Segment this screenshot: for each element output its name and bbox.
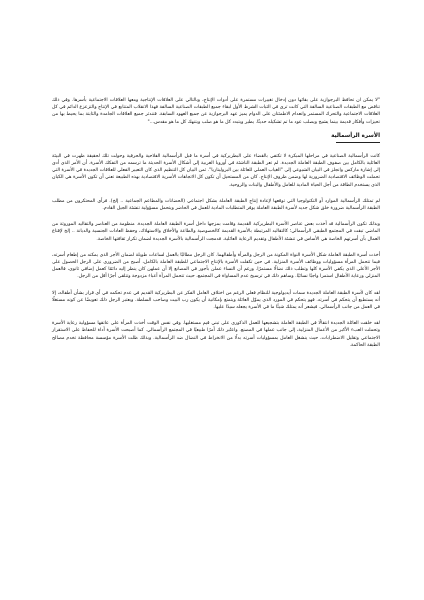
quote-paragraph: "لا يمكن ان تحافظ البرجوازية على بقائها دون إدخال تغييرات مستمرة على أدوات الإنتاج، وبالتالي على العلاقات الإنتاجية ومعها العلاقات الاجتماعية بأسرها. وفي ذلك تناقض مع الطبقات الصناعية السالفة التي كانت ترى في الثبات الشرط الأول لبقاء جميع الطبقات الصناعية السالفة فهذا الانقلاب المتتابع في الإنتاج والتزعزع الدائم في كل العلاقات الاجتماعية والتحرك المستمر وانعدام الاطمئنان على الدوام يميز عهد البرجوازية عن جميع العهود السابقة. فتندثر جميع العلاقات الجامدة والثابتة بما يحيط بها من تحيزات وأفكار قديمة بينما يشيخ ويصلب عود ما تم تشكيله حديثًا. يطير ويتبدد كل ما هو صلب ويتنهك كل ما هو مقدس..."	[52, 98, 380, 125]
body-paragraph-2: لم تمتلك الرأسمالية الموارد أو التكنولوجيا التي توقعها لإعادة إنتاج الطبقة العاملة بشكل اجتماعي (الحضانات والمطاعم الجماعية .. إلخ). فرأى المحتكرون من مطلب الطبقة الرأسمالية ضرورة خلق شكل جديد لأسرة الطبقة العاملة يوفر المتطلبات المادية للعمل في الحاضر ويتحمل مسؤولية تنشئة الجيل القادم.	[52, 198, 380, 212]
section-heading-text: الأسرة الرأسمالية	[331, 132, 380, 139]
body-paragraph-3: وبذلك تكون الرأسمالية قد أخذت بعض عناصر الأسرة البطريركية القديمة وقامت بمزجها داخل أسرة الطبقة العاملة الجديدة. منظومة من العناصر والتقاليد الموروثة من الماضي تبقت في المجتمع الطبقي الرأسمالي؛ كالتقاليد المرتبطة بالأسرة القديمة كالخصوصية والطاعة والأخلاق والاستهلاك، وحفظ العادات الجنسية والديانة .. إلخ لإقناع العمال بأن أسرتهم الخاصة هي الأساس في تنشئة الأطفال وتقديم الرعاية العائلية. فدمجت الرأسمالية بالأسرة الجديدة لضمان تكرار ثقافتها الخاصة.	[52, 222, 380, 242]
body-paragraph-4: أخذت أسرة الطبقة العاملة شكل الأسرة النواة المكونة من الرجل والمرأة وأطفالهما. كان الرجل مطالبًا بالعمل لساعات طويلة لضمان الأجر الذي يمكنه من إطعام أسرته، فيما تتحمل المرأة مسؤوليات ووظائف الأسرة المنزلية. في حين تكفلت الأسرة بالإنتاج الاجتماعي للطبقة العاملة بالكامل، أصبح من الضروري على الرجل الحصول على الأجر الأعلى الذي يكفي الأسرة كلها وتطلب ذلك نضالًا مستمرًا. ورغم أن النساء عملن بأجور في المصانع إلا أن عملهن كان ينظر إليه دائمًا كعمل إضافي ثانوي، فالعمل المنزلي ورعاية الأطفال استمرا واجبًا نسائيًا. وساهم ذلك في ترسيخ عدم المساواة في المجتمع، حيث تتحمل المرأة أعباء مزدوجة وتتلقى أجرًا أقل من الرجل.	[52, 252, 380, 280]
heading-underline	[336, 142, 380, 143]
body-paragraph-1: كانت الرأسمالية الصناعية في مراحلها المبكرة لا تكتفي بالقضاء على البطريركية في أسرة ما قبل الرأسمالية الفلاحية والحرفية وحولت تلك لحقيقة ظهرت في البيئة العائلية بالكامل بين صفوف الطبقة العاملة الجديدة. لم تعر الطبقة الناشئة في أوروبا الغربية إلى أشكال الأسرة الحديثة ما ترسمه من التفكك الأسرة. أن الأمر الذي أدى إلى إشارة ماركس وانجلز في البيان الشيوعي إلى "الغياب العملي للعائلة بين البروليتاريا". ثمن البيان كل التنظيم الذي كان التعبير الفعلي للعلاقات الجديدة في الأسرة التي تحملت الوظائف الاقتصادية الضرورية لها وضمن ظروف الإنتاج. كان من المستحيل أن تكون كل الاتجاهات الأسرية الاقتصادية بهذه الطبيعة تعني أن تكون الأسرة هي الكيان الذي يستخدم الطاقة من أجل الحياة المادية للعامل والأطفال والبنات والروحية.	[52, 153, 380, 188]
body-paragraph-6: لقد خلقت العائلة الجديدة انتقالًا في الطبقة العاملة بتشجيعها للعمل الذكوري على تبني قيم مستغليها. وفي نفس الوقت أخذت المرأة على عاتقها مسؤولية رعاية الأسرة وتحملت العبء الأكبر من الأعمال المنزلية، إلى جانب عملها في المصنع. واعتُبر ذلك أمرًا طبيعيًا في المجتمع الرأسمالي. كما أصبحت الأسرة أداة للحفاظ على الاستقرار الاجتماعي وتقليل الاضطرابات، حيث ينشغل العامل بمسؤوليات أسرته بدلًا من الانخراط في النضال ضد الرأسمالية. وبذلك ظلت الأسرة مؤسسة محافظة تخدم مصالح الطبقة الحاكمة.	[52, 321, 380, 348]
section-heading	[52, 132, 380, 143]
body-paragraph-5: لقد كان لأسرة الطبقة العاملة الجديدة سمات أيديولوجية للنظام فعلى الرغم من اختلاف العامل الفكر عن البطريركية القديم في عدم تحكمه في أي قرار بشأن أطفاله، إلا أنه يستطيع أن يتحكم في أسرته. فهو يتحكم في المورد الذي يموّل العائلة ويتمتع بإمكانية أن يكون رب البيت وصاحب السلطة. ويعتبر الرجل ذلك تعويضًا عن كونه مستغلًا في العمل من جانب الرأسمالي. فيشعر أنه يمتلك شيئًا ما في الأسرة يجعله سيدًا عليها.	[52, 290, 380, 311]
